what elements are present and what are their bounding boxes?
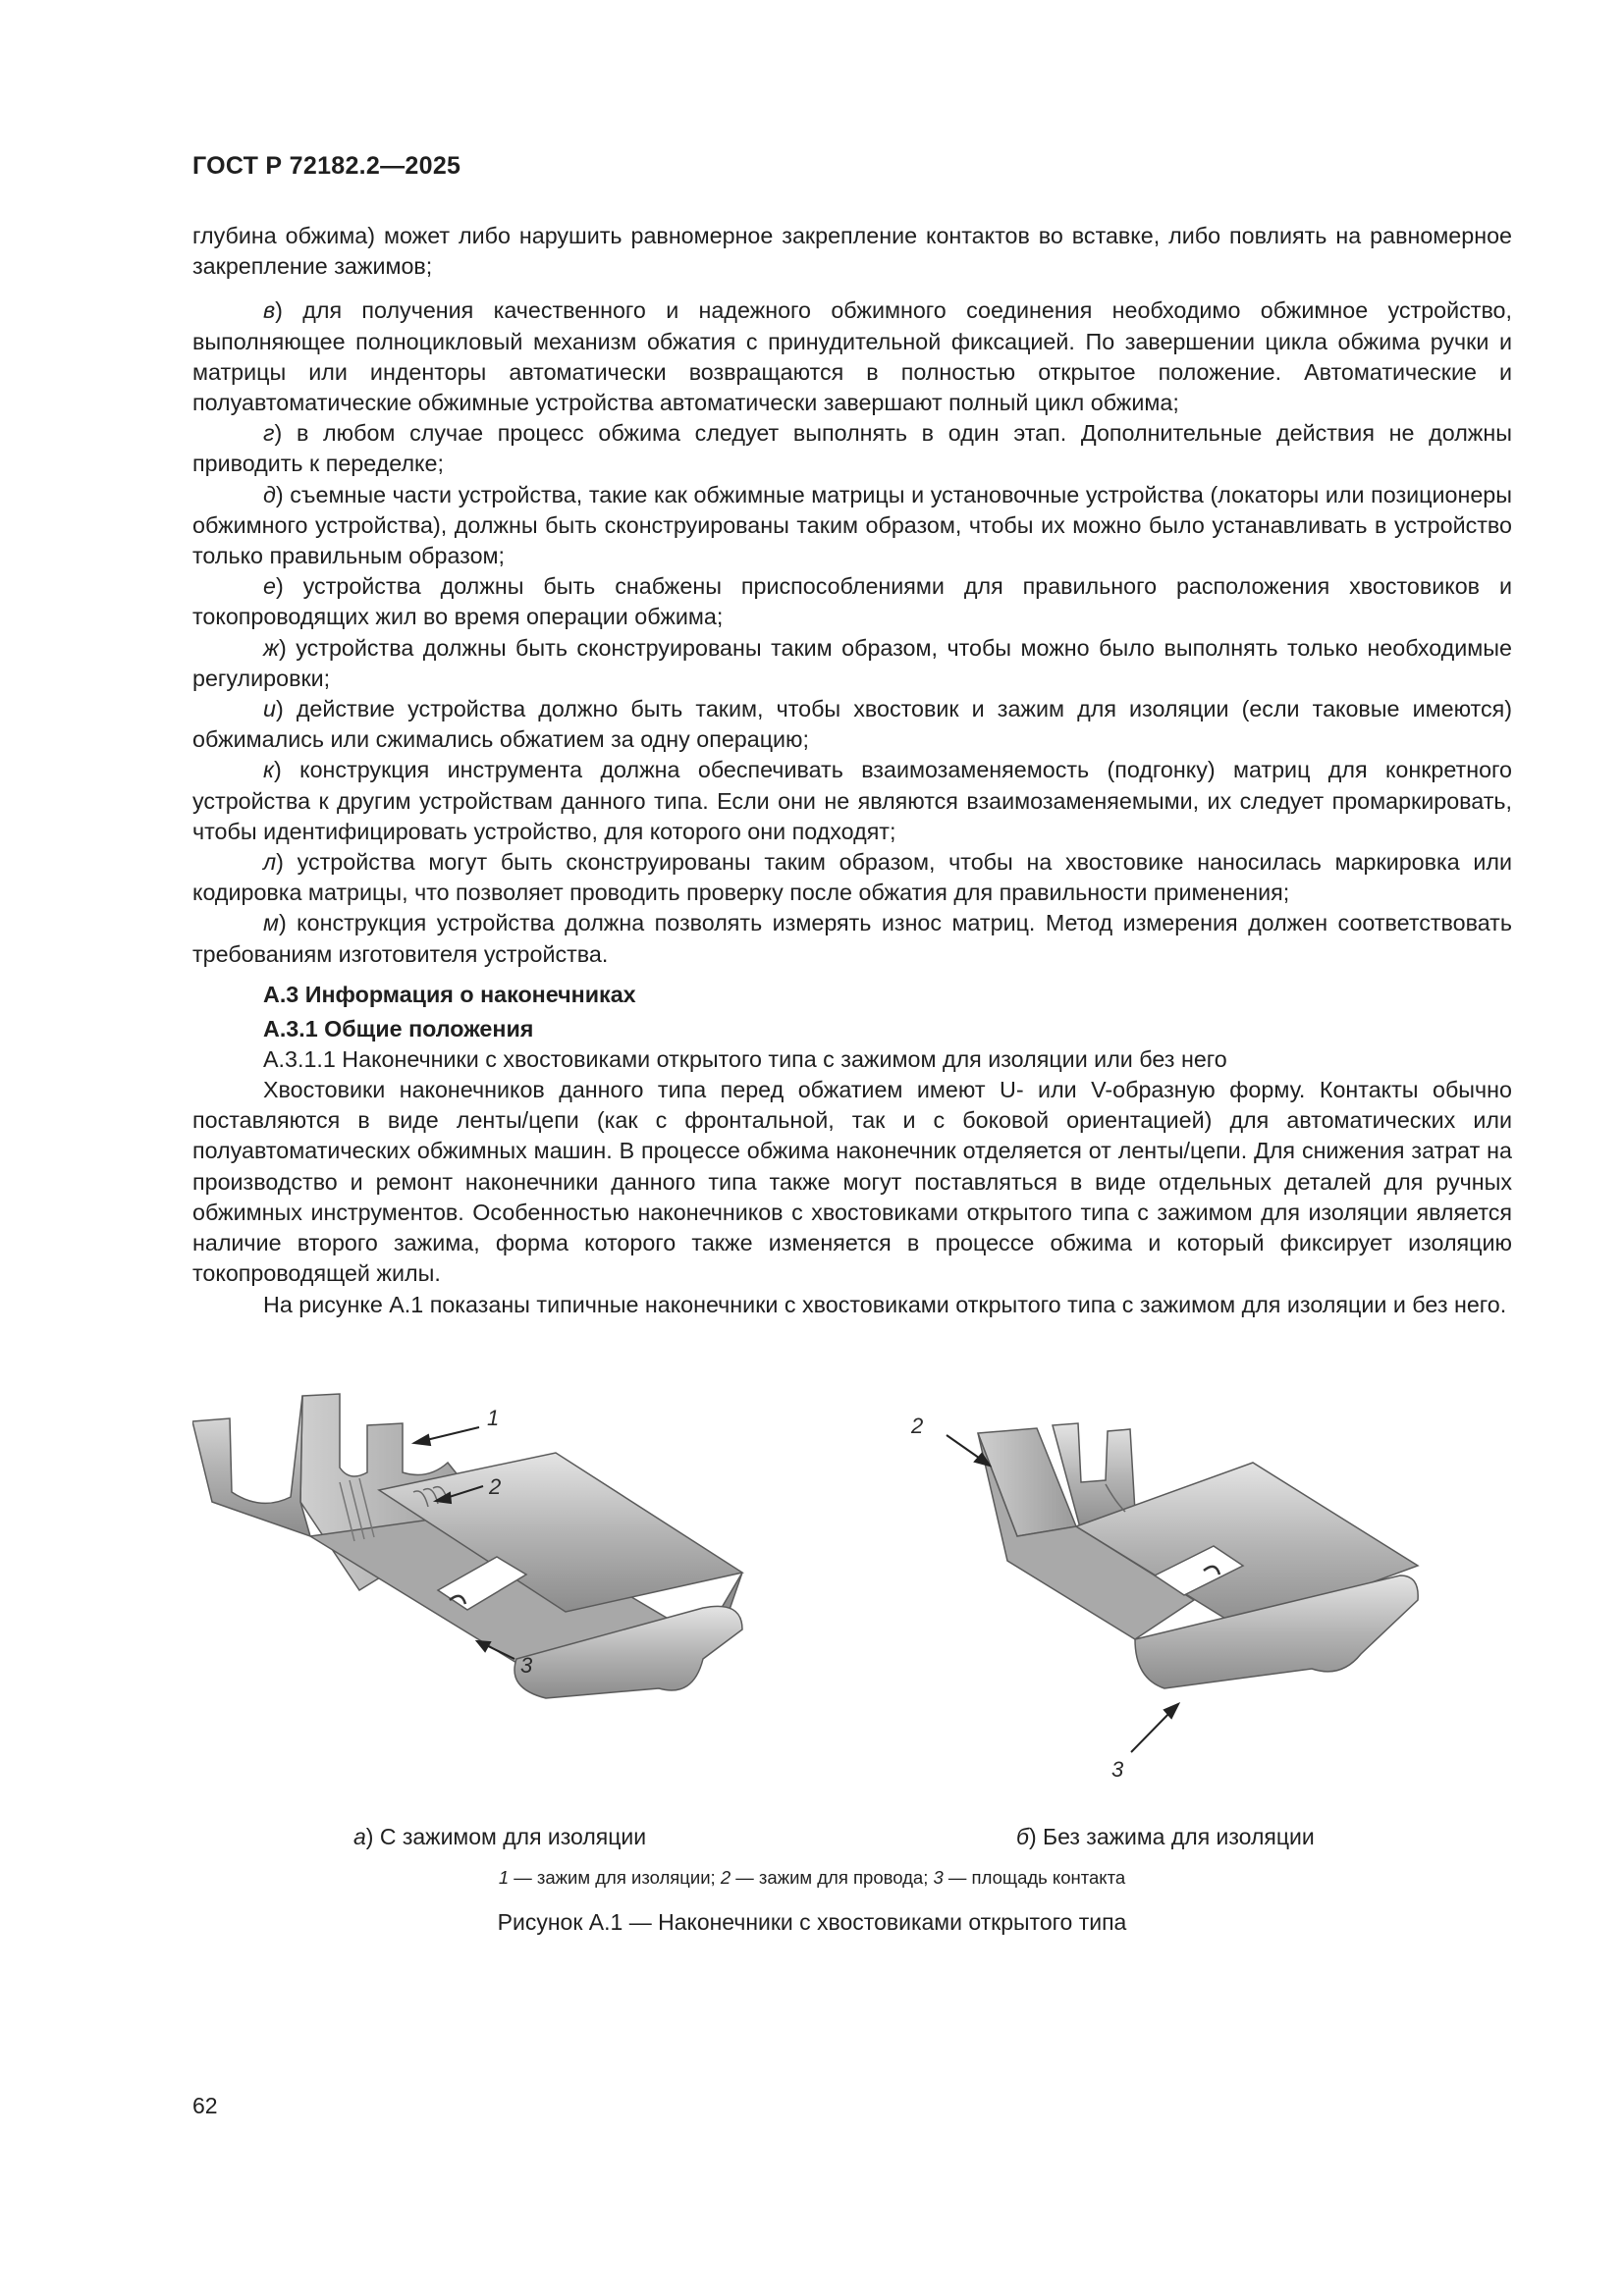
paragraph-description: Хвостовики наконечников данного типа перед обжатием имеют U- или V-образную форму. Контакты обычно поставляются в виде ленты/цепи (как с фронтальной, так и с боковой ориентацией) для автоматических или полуавтоматических обжимных машин. В процессе обжима наконечник отделяется от ленты/цепи. Для снижения затрат на производство и ремонт наконечники данного типа также могут поставляться в виде отдельных деталей для ручных обжимных инструментов. Особенностью наконечников с хвостовиками открытого типа с зажимом для изоляции является наличие второго зажима, форма которого также изменяется в процессе обжима и который фиксирует изоляцию токопроводящей жилы. xyxy=(192,1077,1512,1287)
legend-text: — площадь контакта xyxy=(943,1867,1126,1888)
paragraph-continuation: глубина обжима) может либо нарушить равномерное закрепление контактов во вставке, либо повлиять на равномерное закрепление зажимов; xyxy=(192,223,1512,280)
legend-number: 1 xyxy=(498,1867,510,1888)
callout-2-left: 2 xyxy=(489,1474,502,1499)
figure-title: Рисунок А.1 — Наконечники с хвостовиками открытого типа xyxy=(497,1909,1127,1935)
list-marker: д xyxy=(263,481,276,507)
list-item-text: ) съемные части устройства, такие как обжимные матрицы и установочные устройства (локаторы или позиционеры обжимного устройства), должны быть сконструированы таким образом, чтобы их можно было устанавливать в устройство только правильным образом; xyxy=(192,481,1512,569)
list-item-text: ) устройства должны быть сконструированы таким образом, чтобы можно было выполнять только необходимые регулировки; xyxy=(192,634,1512,691)
list-item-m xyxy=(192,908,1512,969)
list-item-l xyxy=(192,847,1512,908)
list-item-g xyxy=(192,418,1512,479)
page-number: 62 xyxy=(192,2093,218,2118)
subsection-title-a311: А.3.1.1 Наконечники с хвостовиками открытого типа с зажимом для изоляции или без него xyxy=(263,1045,1227,1072)
caption-a xyxy=(353,1824,646,1850)
list-item-text: ) в любом случае процесс обжима следует выполнять в один этап. Дополнительные действия не должны приводить к переделке; xyxy=(192,420,1512,477)
callout-1: 1 xyxy=(487,1406,500,1430)
list-marker: г xyxy=(263,420,275,447)
list-marker: е xyxy=(263,573,276,600)
callout-2-right: 2 xyxy=(911,1414,924,1438)
list-item-text: ) устройства могут быть сконструированы таким образом, чтобы на хвостовике наносилась маркировка или кодировка матрицы, что позволяет проводить проверку после обжатия для правильности применения; xyxy=(192,849,1512,906)
terminal-without-insulation-clamp xyxy=(978,1423,1418,1688)
document-header: ГОСТ Р 72182.2—2025 xyxy=(192,152,461,180)
list-item-d xyxy=(192,480,1512,572)
list-marker: м xyxy=(263,910,279,936)
list-item-text: ) конструкция устройства должна позволять измерять износ матриц. Метод измерения должен соответствовать требованиям изготовителя устройства. xyxy=(192,910,1512,967)
list-marker: ж xyxy=(263,634,280,661)
paragraph-figure-reference: На рисунке А.1 показаны типичные наконечники с хвостовиками открытого типа с зажимом для изоляции и без него. xyxy=(263,1291,1507,1317)
list-marker: л xyxy=(263,849,277,876)
list-marker: к xyxy=(263,757,275,783)
list-item-zh xyxy=(192,633,1512,694)
figure-a1 xyxy=(192,1364,1512,1806)
legend-number: 3 xyxy=(933,1867,944,1888)
list-item-v xyxy=(192,295,1512,418)
list-item-text: ) конструкция инструмента должна обеспечивать взаимозаменяемость (подгонку) матриц для конкретного устройства к другим устройствам данного типа. Если они не являются взаимозаменяемыми, их следует промаркировать, чтобы идентифицировать устройство, для которого они подходят; xyxy=(192,757,1512,844)
terminal-with-insulation-clamp xyxy=(192,1394,742,1698)
caption-marker: б xyxy=(1016,1824,1029,1849)
terminals-illustration xyxy=(192,1364,1512,1806)
callout-3-left: 3 xyxy=(520,1653,533,1678)
list-item-text: ) устройства должны быть снабжены приспособлениями для правильного расположения хвостовиков и токопроводящих жил во время операции обжима; xyxy=(192,573,1512,630)
list-item-e xyxy=(192,571,1512,632)
list-marker: в xyxy=(263,297,276,324)
figure-legend xyxy=(0,1867,1624,1889)
legend-text: — зажим для провода; xyxy=(731,1867,934,1888)
body-text xyxy=(192,221,1512,1320)
callout-3-right: 3 xyxy=(1111,1757,1124,1782)
caption-marker: а xyxy=(353,1824,366,1849)
list-item-k xyxy=(192,755,1512,847)
list-item-text: ) действие устройства должно быть таким, чтобы хвостовик и зажим для изоляции (если таковые имеются) обжимались или сжимались обжатием за одну операцию; xyxy=(192,696,1512,753)
caption-b xyxy=(1016,1824,1315,1850)
section-heading-a3: А.3 Информация о наконечниках xyxy=(263,981,636,1007)
list-marker: и xyxy=(263,696,276,722)
list-item-i xyxy=(192,694,1512,755)
caption-text: ) Без зажима для изоляции xyxy=(1028,1824,1315,1849)
list-item-text: ) для получения качественного и надежного обжимного соединения необходимо обжимное устройство, выполняющее полноцикловый механизм обжатия с принудительной фиксацией. По завершении цикла обжима ручки и матрицы или инденторы автоматически возвращаются в полностью открытое положение. Автоматические и полуавтоматические обжимные устройства автоматически завершают полный цикл обжима; xyxy=(192,297,1512,416)
caption-text: ) С зажимом для изоляции xyxy=(365,1824,647,1849)
legend-number: 2 xyxy=(720,1867,731,1888)
legend-text: — зажим для изоляции; xyxy=(509,1867,721,1888)
section-heading-a31: А.3.1 Общие положения xyxy=(263,1015,534,1041)
